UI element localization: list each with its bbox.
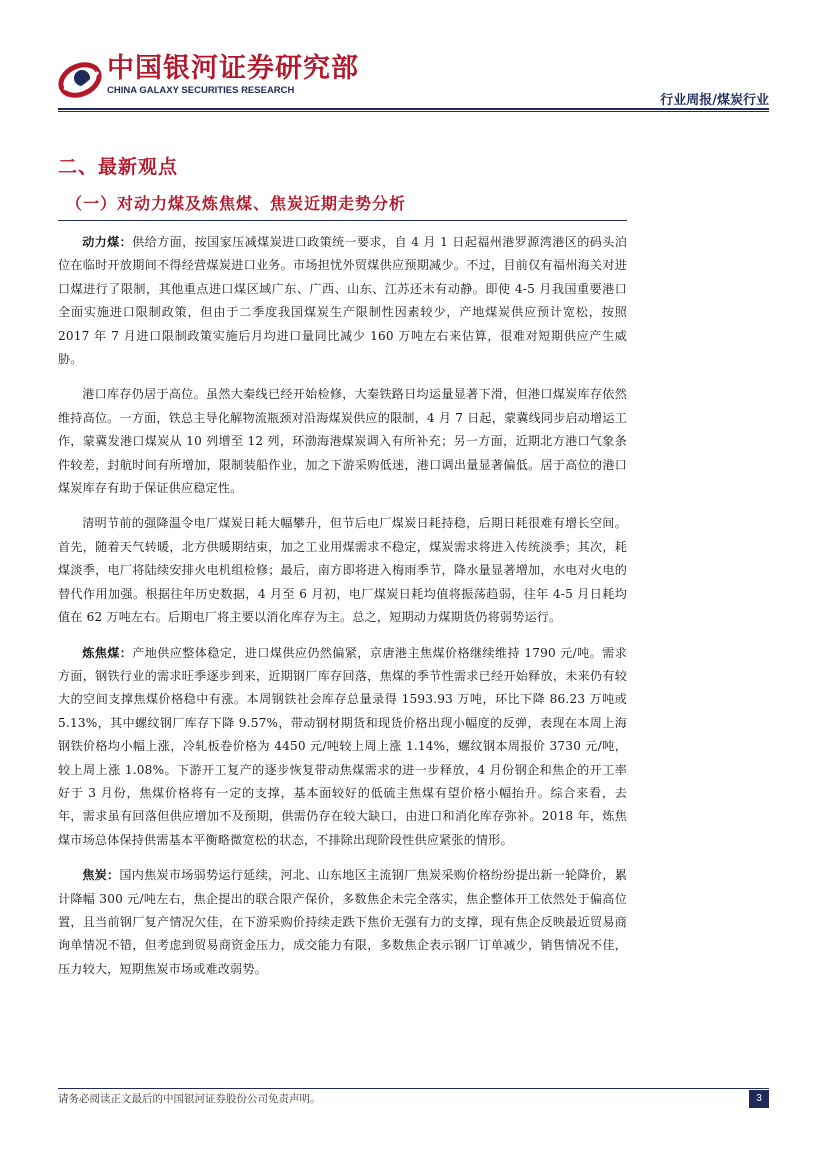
page-number: 3 [749, 1090, 769, 1108]
paragraph-text: 清明节前的强降温令电厂煤炭日耗大幅攀升，但节后电厂煤炭日耗持稳，后期日耗很难有增长空间。首先，随着天气转暖，北方供暖期结束，加之工业用煤需求不稳定，煤炭需求将进入传统淡季；其次，耗煤淡季，电厂将陆续安排火电机组检修；最后，南方即将进入梅雨季节，降水量显著增加，水电对火电的替代作用加强。根据往年历史数据，4 月至 6 月初，电厂煤炭日耗均值将振荡趋弱，往年 4-5 月日耗均值在 62 万吨左右。后期电厂将主要以消化库存为主。总之，短期动力煤期货仍将弱势运行。 [58, 516, 627, 625]
footer-disclaimer: 请务必阅读正文最后的中国银河证券股份公司免责声明。 [58, 1093, 321, 1105]
main-content [58, 152, 627, 993]
paragraph-coke [58, 864, 627, 981]
galaxy-logo-icon [58, 58, 102, 102]
paragraph-text: 产地供应整体稳定，进口煤供应仍然偏紧，京唐港主焦煤价格继续维持 1790 元/吨。需求方面，钢铁行业的需求旺季逐步到来，近期钢厂库存回落，焦煤的季节性需求已经开始释放，未来仍有较大的空间支撑焦煤价格稳中有涨。本周钢铁社会库存总量录得 1593.93 万吨，环比下降 86.23 万吨或 5.13%，其中螺纹钢厂库存下降 9.57%，带动钢材期货和现货价格出现小幅度的反弹，表现在本周上海钢铁价格均小幅上涨，冷轧板卷价格为 4450 元/吨较上周上涨 1.14%，螺纹钢本周报价 3730 元/吨，较上周上涨 1.08%。下游开工复产的逐步恢复带动焦煤需求的进一步释放，4 月份钢企和焦企的开工率好于 3 月份，焦煤价格将有一定的支撑，基本面较好的低硫主焦煤有望价格小幅抬升。综合来看，去年，需求虽有回落但供应增加不及预期，供需仍存在较大缺口，由进口和消化库存弥补。2018 年，炼焦煤市场总体保持供需基本平衡略微宽松的状态，不排除出现阶段性供应紧张的情形。 [58, 645, 627, 847]
paragraph-thermal-coal [58, 231, 627, 371]
paragraph-power-demand [58, 512, 627, 629]
brand-name-en: CHINA GALAXY SECURITIES RESEARCH [107, 85, 295, 96]
header-divider-thin [58, 111, 769, 112]
footer-divider [58, 1088, 769, 1089]
section-subtitle-text: （一）对动力煤及炼焦煤、焦炭近期走势分析 [66, 194, 407, 213]
paragraph-coking-coal [58, 642, 627, 853]
paragraph-port-inventory [58, 383, 627, 500]
page-header [0, 0, 827, 110]
report-type: 行业周报/煤炭行业 [660, 93, 769, 108]
subtitle-divider [58, 220, 627, 221]
paragraph-lead: 炼焦煤： [82, 645, 133, 660]
paragraph-text: 港口库存仍居于高位。虽然大秦线已经开始检修，大秦铁路日均运量显著下滑，但港口煤炭库存依然维持高位。一方面，铁总主导化解物流瓶颈对沿海煤炭供应的限制，4 月 7 日起，蒙冀线同步启动增运工作，蒙冀发港口煤炭从 10 列增至 12 列，环渤海港煤炭调入有所补充；另一方面，近期北方港口气象条件较差，封航时间有所增加，限制装船作业，加之下游采购低迷，港口调出量显著偏低。居于高位的港口煤炭库存有助于保证供应稳定性。 [58, 387, 627, 496]
section-subtitle [66, 191, 627, 221]
paragraph-text: 国内焦炭市场弱势运行延续，河北、山东地区主流钢厂焦炭采购价格纷纷提出新一轮降价，累计降幅 300 元/吨左右，焦企提出的联合限产保价，多数焦企未完全落实，焦企整体开工依然处于偏高位置，且当前钢厂复产情况欠佳，在下游采购价持续走跌下焦价无强有力的支撑，现有焦企反映最近贸易商询单情况不错，但考虑到贸易商资金压力，成交能力有限，多数焦企表示钢厂订单减少，销售情况不佳，压力较大，短期焦炭市场或难改弱势。 [58, 868, 627, 976]
paragraph-lead: 动力煤： [82, 235, 133, 249]
paragraph-text: 供给方面，按国家压减煤炭进口政策统一要求，自 4 月 1 日起福州港罗源湾港区的码头泊位在临时开放期间不得经营煤炭进口业务。市场担忧外贸煤供应预期减少。不过，目前仅有福州海关对进口煤进行了限制，其他重点进口煤区域广东、广西、山东、江苏还未有动静。即使 4-5 月我国重要港口全面实施进口限制政策，但由于二季度我国煤炭生产限制性因素较少，产地煤炭供应预计宽松，按照 2017 年 7 月进口限制政策实施后月均进口量同比减少 160 万吨左右来估算，很难对短期供应产生威胁。 [58, 235, 627, 367]
header-divider [58, 108, 769, 110]
paragraph-lead: 焦炭： [82, 868, 120, 883]
section-title: 二、最新观点 [58, 156, 179, 178]
brand-name-cn: 中国银河证券研究部 [107, 53, 359, 84]
